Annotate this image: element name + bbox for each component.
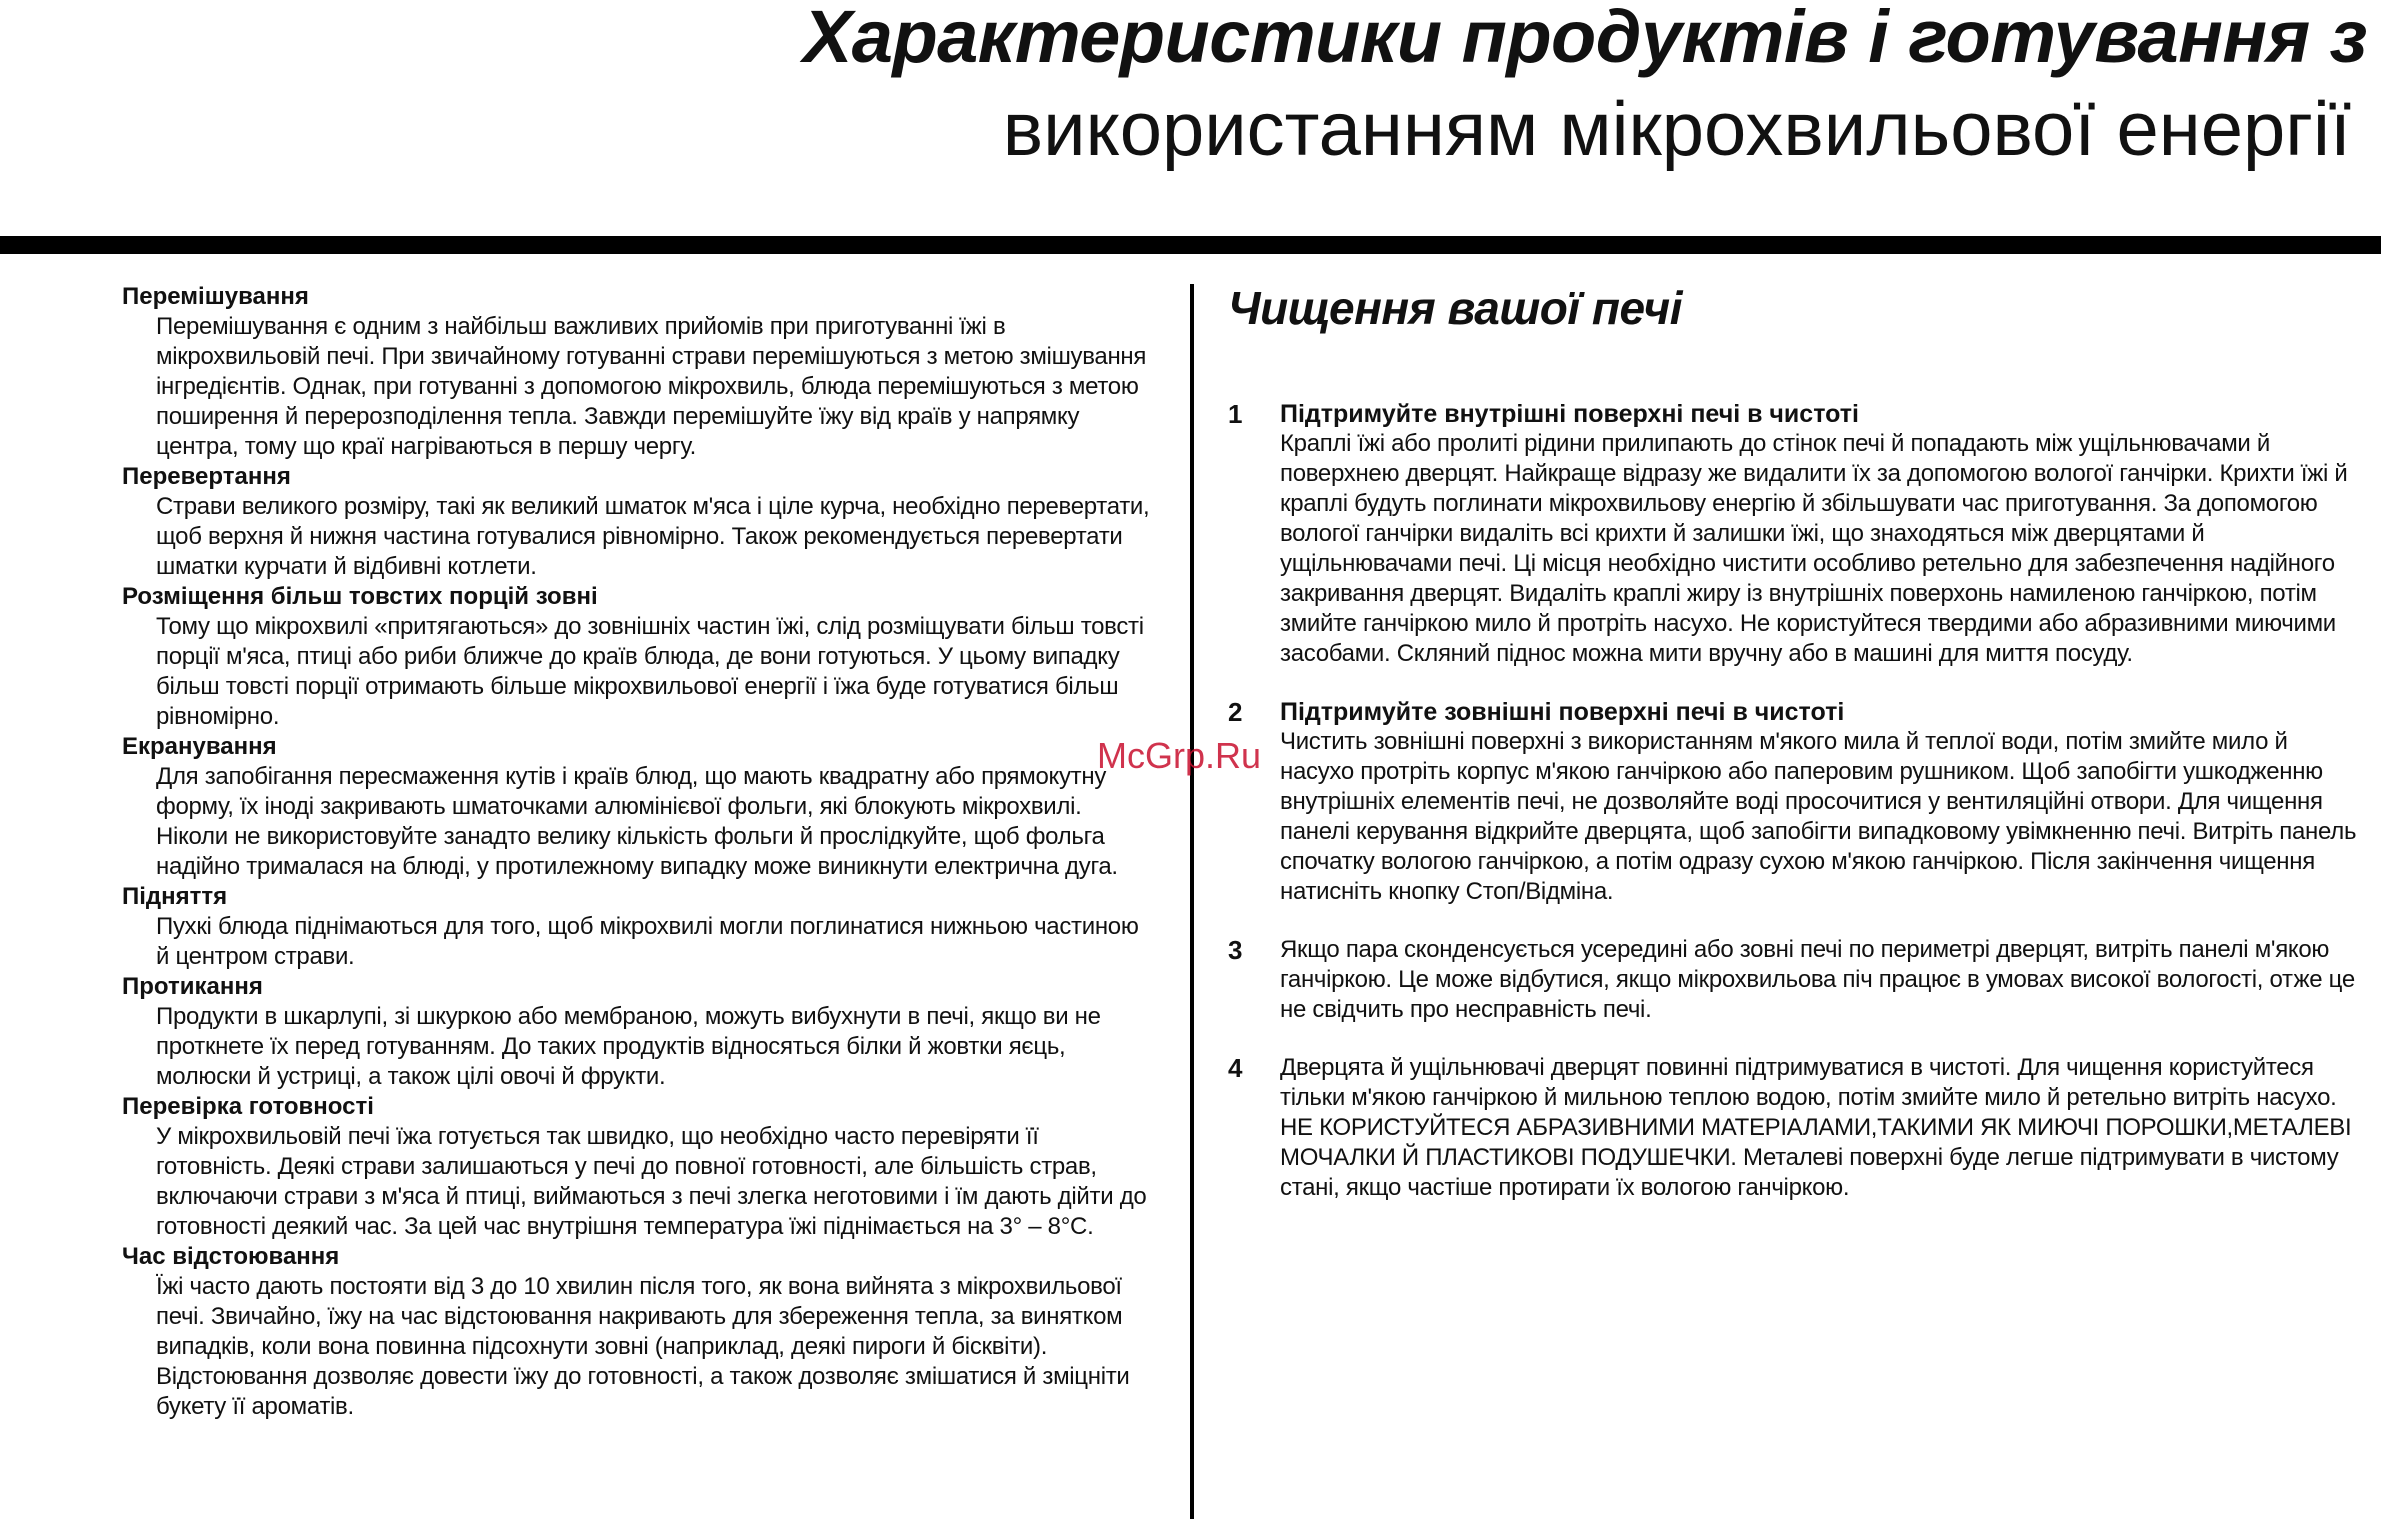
item-heading: Підтримуйте внутрішні поверхні печі в чистоті <box>1280 400 1859 428</box>
section-body: Тому що мікрохвилі «притягаються» до зовнішніх частин їжі, слід розміщувати більш товсті порції м'яса, птиці або риби ближче до країв блюда, де вони готуються. У цьому випадку більш товсті порції отримають більше мікрохвильової енергії і їжа буде готуватися більш рівномірно. <box>156 613 1144 730</box>
section-stirring <box>122 282 1152 462</box>
cleaning-item <box>1228 1053 2358 1203</box>
item-body: Дверцята й ущільнювачі дверцят повинні підтримуватися в чистоті. Для чищення користуйтеся тільки м'якою ганчіркою й мильною теплою водою, потім змийте мило й ретельно витріть насухо. НЕ КОРИСТУЙТЕСЯ АБРАЗИВНИМИ МАТЕРІАЛАМИ,ТАКИМИ ЯК МИЮЧІ ПОРОШКИ,МЕТАЛЕВІ МОЧАЛКИ Й ПЛАСТИКОВІ ПОДУШЕЧКИ. Металеві поверхні буде легше підтримувати в чистому стані, якщо частіше протирати їх вологою ганчіркою. <box>1280 1054 2352 1201</box>
cleaning-heading: Чищення вашої печі <box>1228 282 1683 334</box>
item-body: Якщо пара сконденсується усередині або зовні печі по периметрі дверцят, витріть панелі м'якою ганчіркою. Це може відбутися, якщо мікрохвильова піч працює в умовах високої вологості, отже це не свідчить про несправність печі. <box>1280 936 2355 1023</box>
cleaning-item <box>1228 697 2358 907</box>
section-body: Страви великого розміру, такі як великий шматок м'яса і ціле курча, необхідно перевертати, щоб верхня й нижня частина готувалися рівномірно. Також рекомендується перевертати шматки курчати й відбивні котлети. <box>156 493 1150 580</box>
cleaning-item <box>1228 399 2358 669</box>
section-body: Продукти в шкарлупі, зі шкуркою або мембраною, можуть вибухнути в печі, якщо ви не проткнете їх перед готуванням. До таких продуктів відносяться білки й жовтки яєць, молюски й устриці, а також цілі овочі й фрукти. <box>156 1003 1101 1090</box>
watermark: McGrp.Ru <box>1097 735 1262 776</box>
item-heading: Підтримуйте зовнішні поверхні печі в чистоті <box>1280 698 1845 726</box>
item-body: Краплі їжі або пролиті рідини прилипають до стінок печі й попадають між ущільнювачами й поверхнею дверцят. Найкраще відразу же видалити їх за допомогою вологої ганчірки. Крихти їжі й краплі будуть поглинати мікрохвильову енергію й збільшувати час приготування. За допомогою вологої ганчірки видаліть всі крихти й залишки їжі, що знаходяться між дверцятами й ущільнювачами печі. Ці місця необхідно чистити особливо ретельно для забезпечення надійного закривання дверцят. Видаліть краплі жиру із внутрішніх поверхонь намиленою ганчіркою, потім змийте ганчіркою мило й протріть насухо. Не користуйтеся твердими або абразивними миючими засобами. Скляний піднос можна мити вручну або в машині для миття посуду. <box>1280 430 2348 667</box>
item-number: 4 <box>1228 1053 1243 1083</box>
section-body: У мікрохвильовій печі їжа готується так швидко, що необхідно часто перевіряти її готовність. Деякі страви залишаються у печі до повної готовності, але більшість страв, включаючи страви з м'яса й птиці, виймаються з печі злегка неготовими і їм дають дійти до готовності деякий час. За цей час внутрішня температура їжі піднімається на 3° – 8°C. <box>156 1123 1147 1240</box>
section-shielding <box>122 732 1152 882</box>
section-doneness <box>122 1092 1152 1242</box>
section-piercing <box>122 972 1152 1092</box>
section-heading: Перемішування <box>122 283 309 310</box>
left-column <box>122 282 1152 1422</box>
section-heading: Розміщення більш товстих порцій зовні <box>122 583 598 610</box>
section-body: Їжі часто дають постояти від 3 до 10 хвилин після того, як вона вийнята з мікрохвильової печі. Звичайно, їжу на час відстоювання накривають для збереження тепла, за винятком випадків, коли вона повинна підсохнути зовні (наприклад, деякі пироги й бісквіти). Відстоювання дозволяє довести їжу до готовності, а також дозволяє змішатися й зміцніти букету її ароматів. <box>156 1273 1130 1420</box>
section-body: Для запобігання пересмаження кутів і країв блюд, що мають квадратну або прямокутну форму, їх іноді закривають шматочками алюмінієвої фольги, які блокують мікрохвилі. Ніколи не використовуйте занадто велику кількість фольги й прослідкуйте, щоб фольга надійно трималася на блюді, у протилежному випадку може виникнути електрична дуга. <box>156 763 1118 880</box>
section-heading: Підняття <box>122 883 228 910</box>
section-heading: Перевірка готовності <box>122 1093 374 1120</box>
section-heading: Перевертання <box>122 463 291 490</box>
section-heading: Екранування <box>122 733 277 760</box>
header-divider-bar <box>0 236 2381 254</box>
section-body: Пухкі блюда піднімаються для того, щоб мікрохвилі могли поглинатися нижньою частиною й центром страви. <box>156 913 1139 970</box>
section-turning <box>122 462 1152 582</box>
section-elevating <box>122 882 1152 972</box>
column-divider <box>1190 284 1194 1519</box>
section-heading: Час відстоювання <box>122 1243 340 1270</box>
section-body: Перемішування є одним з найбільш важливих прийомів при приготуванні їжі в мікрохвильовій печі. При звичайному готуванні страви перемішуються з метою змішування інгредієнтів. Однак, при готуванні з допомогою мікрохвиль, блюда перемішуються з метою поширення й перерозподілення тепла. Завжди перемішуйте їжу від країв у напрямку центра, тому що краї нагріваються в першу чергу. <box>156 313 1147 460</box>
item-number: 1 <box>1228 399 1243 429</box>
page-subtitle: використанням мікрохвильової енергії <box>1002 87 2351 172</box>
section-arranging <box>122 582 1152 732</box>
right-column <box>1228 282 2358 1231</box>
item-body: Чистить зовнішні поверхні з використанням м'якого мила й теплої води, потім змийте мило й насухо протріть корпус м'якою ганчіркою або паперовим рушником. Щоб запобігти ушкодженню внутрішніх елементів печі, не дозволяйте воді просочитися у вентиляційні отвори. Для чищення панелі керування відкрийте дверцята, щоб запобігти випадковому увімкненню печі. Витріть панель спочатку вологою ганчіркою, а потім одразу сухою м'якою ганчіркою. Після закінчення чищення натисніть кнопку Стоп/Відміна. <box>1280 728 2357 905</box>
item-number: 2 <box>1228 697 1243 727</box>
page-title: Характеристики продуктів і готування з <box>802 0 2367 78</box>
cleaning-item <box>1228 935 2358 1025</box>
section-heading: Протикання <box>122 973 263 1000</box>
item-number: 3 <box>1228 935 1243 965</box>
section-standing-time <box>122 1242 1152 1422</box>
